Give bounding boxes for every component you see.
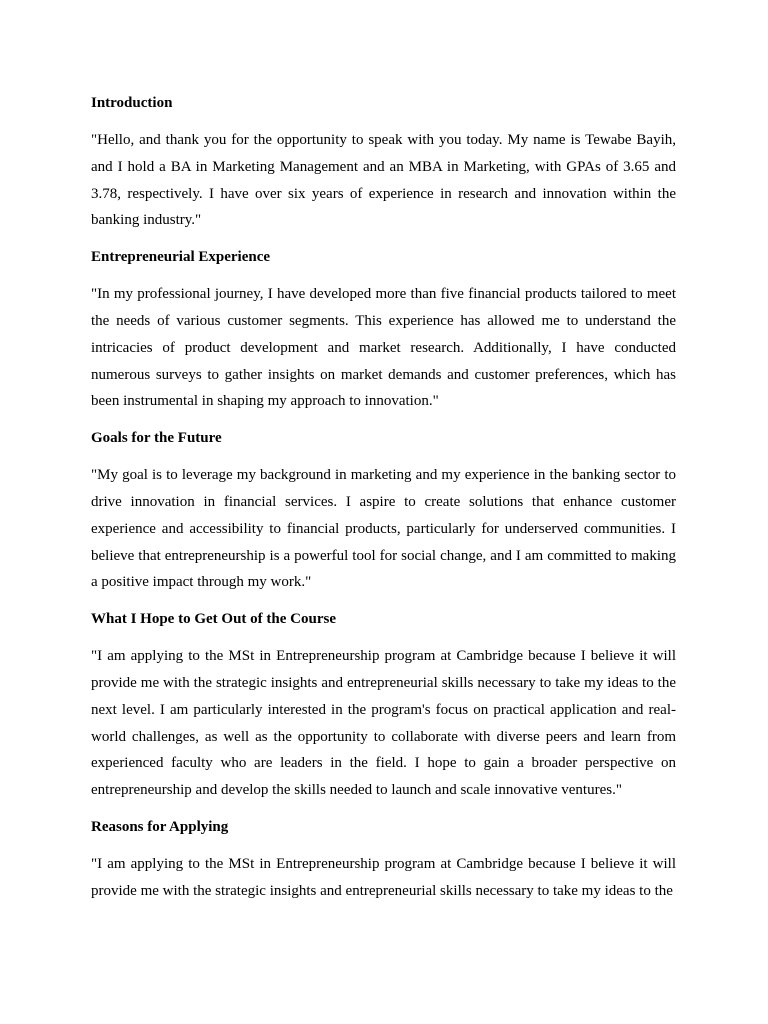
section-heading-course-hopes: What I Hope to Get Out of the Course <box>91 611 336 628</box>
section-paragraph-course-hopes: "I am applying to the MSt in Entrepreneurship program at Cambridge because I believe it will provide me with the strategic insights and entrepreneurial skills necessary to take my ideas to the next level. I am particularly interested in the program's focus on practical application and real-world challenges, as well as the opportunity to collaborate with diverse peers and learn from experienced faculty who are leaders in the field. I hope to gain a broader perspective on entrepreneurship and develop the skills needed to launch and scale innovative ventures." <box>91 648 676 799</box>
section-heading-introduction: Introduction <box>91 95 173 111</box>
section-heading-goals: Goals for the Future <box>91 430 222 447</box>
section-paragraph-introduction: "Hello, and thank you for the opportunity to speak with you today. My name is Tewabe Bayih, and I hold a BA in Marketing Management and an MBA in Marketing, with GPAs of 3.65 and 3.78, respectively. I have over six years of experience in research and innovation within the banking industry." <box>91 132 676 229</box>
document-page <box>91 90 676 915</box>
section-heading-entrepreneurial-experience: Entrepreneurial Experience <box>91 249 271 266</box>
section-heading-reasons: Reasons for Applying <box>91 818 229 835</box>
section-paragraph-goals: "My goal is to leverage my background in marketing and my experience in the banking sector to drive innovation in financial services. I aspire to create solutions that enhance customer experience and accessibility to financial products, particularly for underserved communities. I believe that entrepreneurship is a powerful tool for social change, and I am committed to making a positive impact through my work." <box>91 467 676 591</box>
section-paragraph-entrepreneurial-experience: "In my professional journey, I have developed more than five financial products tailored to meet the needs of various customer segments. This experience has allowed me to understand the intricacies of product development and market research. Additionally, I have conducted numerous surveys to gather insights on market demands and customer preferences, which has been instrumental in shaping my approach to innovation." <box>91 286 676 410</box>
section-paragraph-reasons: "I am applying to the MSt in Entrepreneurship program at Cambridge because I believe it will provide me with the strategic insights and entrepreneurial skills necessary to take my ideas to the <box>91 855 676 899</box>
